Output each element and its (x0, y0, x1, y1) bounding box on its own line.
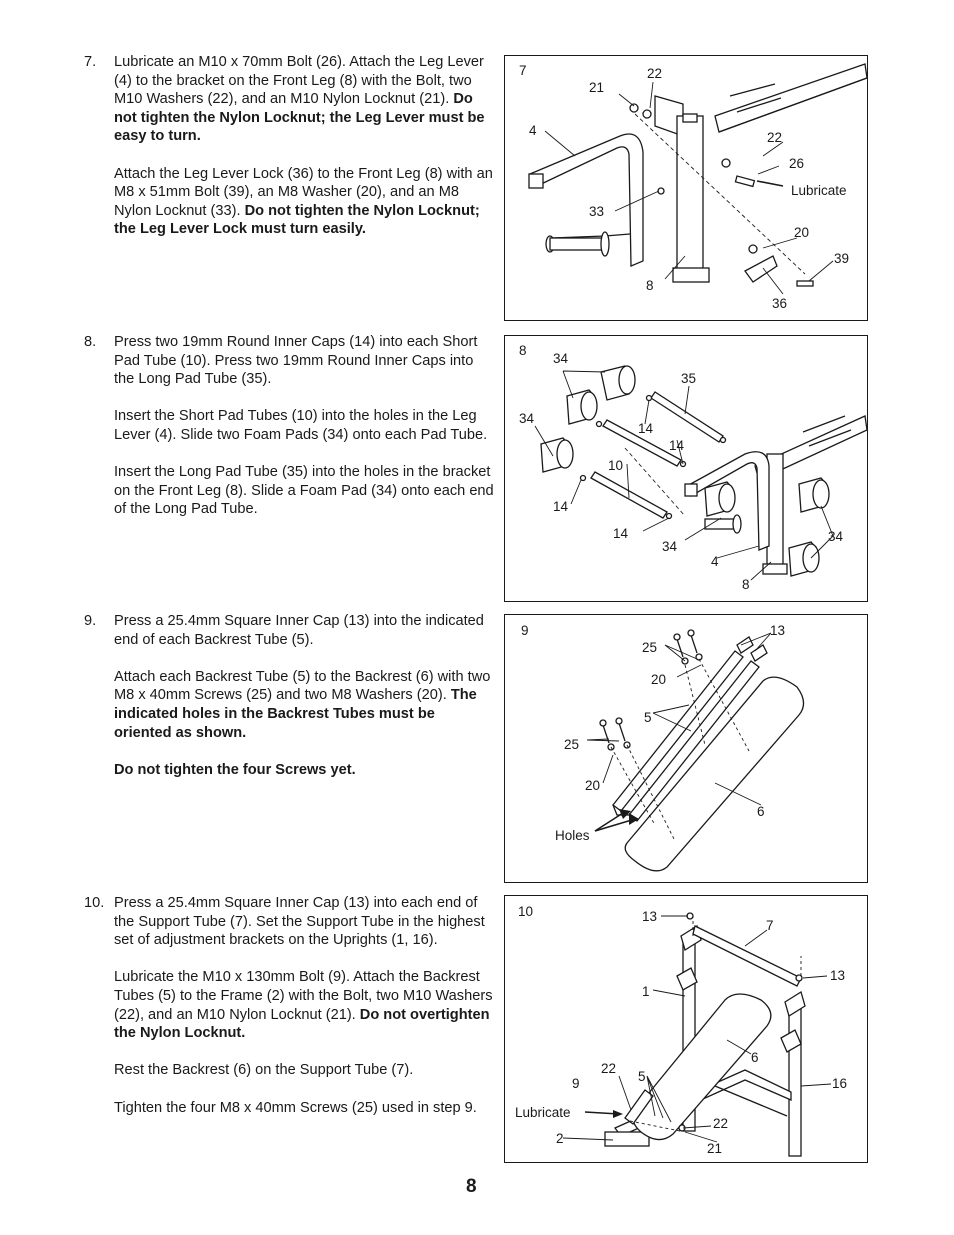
step-paragraph (114, 53, 494, 146)
part-label: 9 (572, 1076, 580, 1091)
instruction-text: Attach each Backrest Tube (5) to the Backrest (6) with two M8 x 40mm Screws (25) and two M8 Washers (20). (114, 668, 491, 704)
step-paragraph (114, 407, 494, 444)
part-label: 20 (651, 672, 667, 687)
step-number: 10. (84, 895, 105, 911)
instruction-text: Insert the Long Pad Tube (35) into the holes in the bracket on the Front Leg (8). Slide a Foam Pad (34) onto each end of the Long Pad Tube. (114, 464, 494, 518)
step-paragraph (114, 612, 494, 649)
part-label: 36 (772, 296, 788, 311)
part-label: 8 (742, 577, 750, 592)
part-label: 39 (834, 251, 850, 266)
part-label: 14 (669, 438, 685, 453)
step-paragraph (114, 1061, 494, 1080)
part-label: 6 (751, 1050, 759, 1065)
step-body (114, 612, 494, 779)
step-body (114, 894, 494, 1117)
bold-instruction: Do not tighten the four Screws yet. (114, 761, 356, 778)
bold-instruction: The indicated holes in the Backrest Tubes must be oriented as shown. (114, 687, 477, 741)
instruction-text: Insert the Short Pad Tubes (10) into the holes in the Leg Lever (4). Slide two Foam Pads (34) onto each Pad Tube. (114, 408, 488, 443)
step-paragraph (114, 1099, 494, 1118)
part-label: 5 (644, 710, 652, 725)
step-9-text (84, 612, 494, 779)
part-label: 21 (589, 80, 605, 95)
figure-step-label: 9 (521, 623, 529, 638)
step-paragraph (114, 894, 494, 950)
part-label: 8 (646, 278, 654, 293)
holes-label: Holes (555, 828, 590, 843)
part-label: 22 (647, 66, 663, 81)
instruction-text: Press two 19mm Round Inner Caps (14) into each Short Pad Tube (10). Press two 19mm Round Inner Caps into the Long Pad Tube (35). (114, 334, 478, 388)
part-label: 7 (766, 918, 774, 933)
figure-step-label: 10 (518, 904, 534, 919)
part-label: 25 (642, 640, 658, 655)
part-label: 13 (770, 623, 786, 638)
part-label: 6 (757, 804, 765, 819)
step-8-text (84, 333, 494, 519)
support-tube-assembly-drawing (505, 896, 869, 1164)
pad-tube-assembly-drawing (505, 336, 869, 603)
part-label: 13 (642, 909, 658, 924)
part-label: 25 (564, 737, 580, 752)
instruction-text: Press a 25.4mm Square Inner Cap (13) into the indicated end of each Backrest Tube (5). (114, 613, 484, 648)
page-number: 8 (466, 1176, 477, 1197)
step-paragraph (114, 968, 494, 1042)
part-label: 34 (519, 411, 535, 426)
part-label: 14 (638, 421, 654, 436)
step-10-text (84, 894, 494, 1117)
part-label: 14 (553, 499, 569, 514)
step-paragraph (114, 463, 494, 519)
step-body (114, 53, 494, 239)
step-7-text (84, 53, 494, 239)
bold-instruction: Do not tighten the Nylon Locknut; the Leg Lever must be easy to turn. (114, 91, 485, 145)
bold-instruction: Do not overtighten the Nylon Locknut. (114, 1006, 490, 1042)
part-label: 4 (529, 123, 537, 138)
instruction-text: Attach the Leg Lever Lock (36) to the Front Leg (8) with an M8 x 51mm Bolt (39), an M8 Washer (20), and an M8 Nylon Locknut (33). (114, 165, 493, 219)
instruction-text: Lubricate the M10 x 130mm Bolt (9). Attach the Backrest Tubes (5) to the Frame (2) with the Bolt, two M10 Washers (22), and an M10 Nylon Locknut (21). (114, 969, 493, 1023)
part-label: 1 (642, 984, 650, 999)
part-label: 22 (767, 130, 783, 145)
part-label: 33 (589, 204, 605, 219)
instruction-text: Lubricate an M10 x 70mm Bolt (26). Attach the Leg Lever (4) to the bracket on the Front Leg (8) with the Bolt, two M10 Washers (22), and an M10 Nylon Locknut (21). (114, 54, 484, 108)
part-label: 34 (828, 529, 844, 544)
part-label: 22 (713, 1116, 729, 1131)
part-label: 4 (711, 554, 719, 569)
part-label: 20 (585, 778, 601, 793)
part-label: 13 (830, 968, 846, 983)
step-body (114, 333, 494, 519)
bold-instruction: Do not tighten the Nylon Locknut; the Leg Lever Lock must turn easily. (114, 202, 480, 238)
figure-step-10 (504, 895, 868, 1163)
part-label: 34 (553, 351, 569, 366)
part-label: 20 (794, 225, 810, 240)
part-label: 21 (707, 1141, 723, 1156)
part-label: 34 (662, 539, 678, 554)
figure-step-label: 8 (519, 343, 527, 358)
part-label: 10 (608, 458, 624, 473)
step-paragraph (114, 333, 494, 389)
figure-step-8 (504, 335, 868, 602)
part-label: 16 (832, 1076, 848, 1091)
step-paragraph (114, 165, 494, 239)
lubricate-label: Lubricate (515, 1105, 571, 1120)
backrest-tube-assembly-drawing (505, 615, 869, 884)
step-paragraph (114, 668, 494, 742)
figure-step-label: 7 (519, 63, 527, 78)
step-number: 9. (84, 613, 97, 629)
instruction-text: Tighten the four M8 x 40mm Screws (25) used in step 9. (114, 1099, 477, 1116)
part-label: 14 (613, 526, 629, 541)
leg-lever-assembly-drawing (505, 56, 869, 322)
instruction-text: Rest the Backrest (6) on the Support Tube (7). (114, 1062, 414, 1079)
part-label: 5 (638, 1069, 646, 1084)
instruction-text: Press a 25.4mm Square Inner Cap (13) into each end of the Support Tube (7). Set the Support Tube in the highest set of adjustment brackets on the Uprights (1, 16). (114, 895, 485, 949)
step-paragraph (114, 761, 494, 780)
part-label: 26 (789, 156, 805, 171)
step-number: 8. (84, 334, 97, 350)
step-number: 7. (84, 54, 97, 70)
part-label: 35 (681, 371, 697, 386)
lubricate-label: Lubricate (791, 183, 847, 198)
part-label: 2 (556, 1131, 564, 1146)
part-label: 22 (601, 1061, 617, 1076)
figure-step-7 (504, 55, 868, 321)
figure-step-9 (504, 614, 868, 883)
